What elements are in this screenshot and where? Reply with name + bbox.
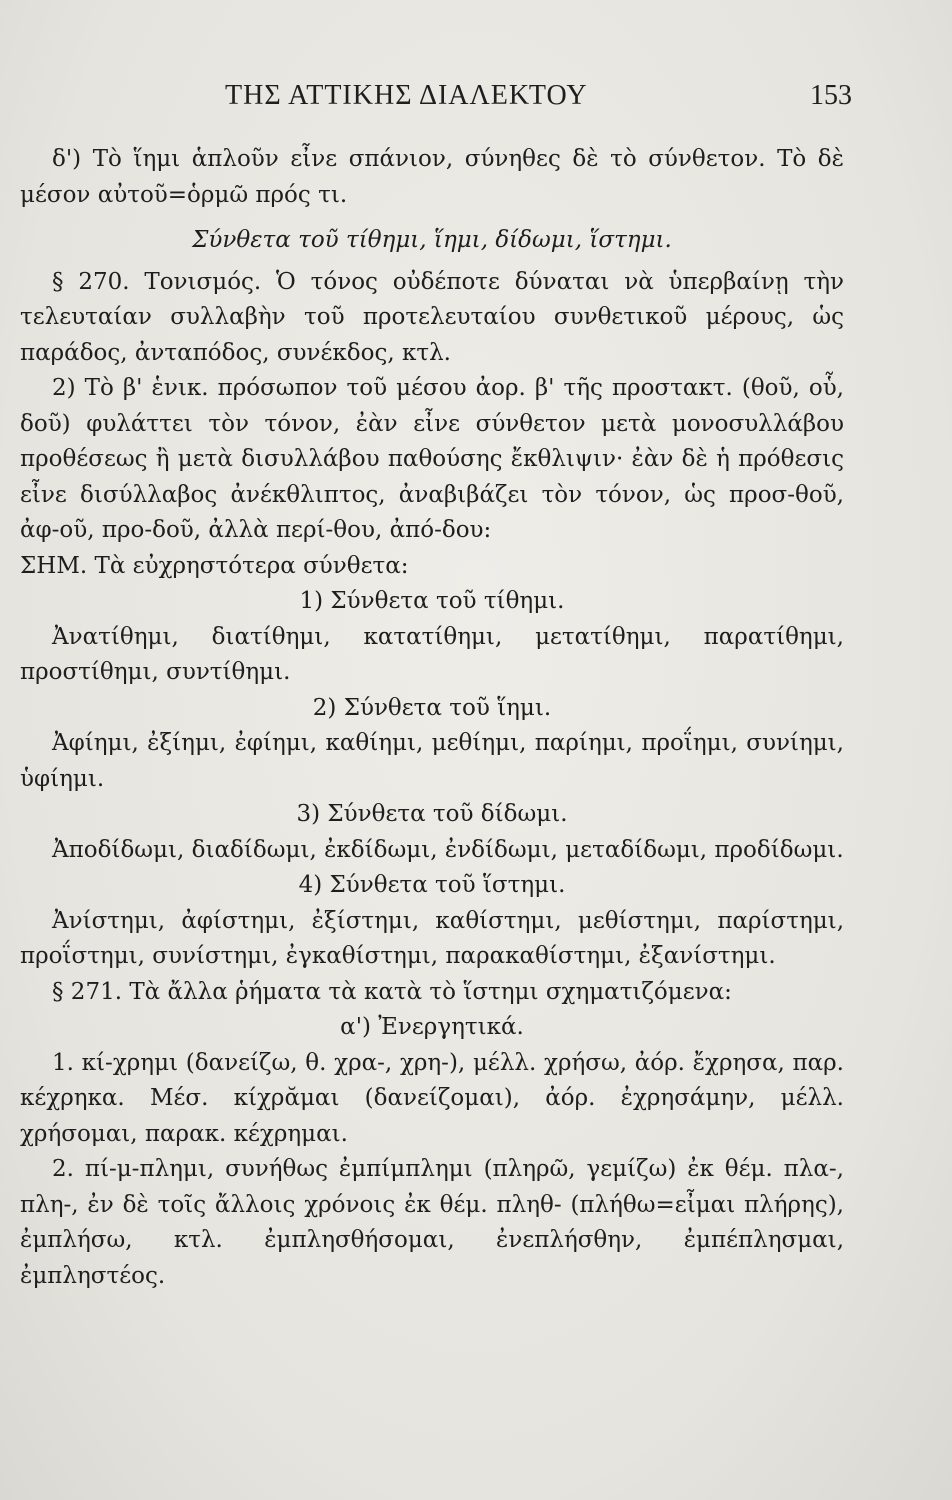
running-title: ΤΗΣ ΑΤΤΙΚΗΣ ΔΙΑΛΕΚΤΟΥ — [225, 80, 588, 111]
paragraph-section-271: § 271. Τὰ ἄλλα ῥήματα τὰ κατὰ τὸ ἵστημι σχηματιζόμενα: — [52, 978, 732, 1005]
list-hiemi-compounds: Ἀφίημι, ἐξίημι, ἐφίημι, καθίημι, μεθίημι, παρίημι, προΐημι, συνίημι, ὑφίημι. — [20, 730, 844, 792]
note-label: ΣΗΜ. Τὰ εὐχρηστότερα σύνθετα: — [20, 552, 409, 579]
list-tithemi-compounds: Ἀνατίθημι, διατίθημι, κατατίθημι, μετατίθημι, παρατίθημι, προστίθημι, συντίθημι. — [20, 623, 844, 685]
page-body — [20, 142, 844, 1294]
paragraph-delta: δ') Τὸ ἵημι ἁπλοῦν εἶνε σπάνιον, σύνηθες δὲ τὸ σύνθετον. Τὸ δὲ μέσον αὐτοῦ=ὁρμῶ πρός τι. — [20, 146, 844, 208]
entry-pimplemi: 2. πί-μ-πλημι, συνήθως ἐμπίμπλημι (πληρῶ, γεμίζω) ἐκ θέμ. πλα-, πλη-, ἐν δὲ τοῖς ἄλλοις χρόνοις ἐκ θέμ. πληθ- (πλήθω=εἶμαι πλήρης), ἐμπλήσω, κτλ. ἐμπλησθήσομαι, ἐνεπλήσθην, ἐμπέπλησμαι, ἐμπληστέος. — [20, 1156, 844, 1289]
list-didomi-compounds: Ἀποδίδωμι, διαδίδωμι, ἐκδίδωμι, ἐνδίδωμι, μεταδίδωμι, προδίδωμι. — [52, 836, 844, 863]
paragraph-section-270: § 270. Τονισμός. Ὁ τόνος οὐδέποτε δύναται νὰ ὑπερβαίνῃ τὴν τελευταίαν συλλαβὴν τοῦ προτελευταίου συνθετικοῦ μέρους, ὡς παράδος, ἀνταπόδος, συνέκδος, κτλ. — [20, 268, 844, 366]
heading-hiemi: 2) Σύνθετα τοῦ ἵημι. — [312, 694, 552, 721]
heading-tithemi: 1) Σύνθετα τοῦ τίθημι. — [299, 588, 565, 614]
list-histemi-compounds: Ἀνίστημι, ἀφίστημι, ἐξίστημι, καθίστημι, μεθίστημι, παρίστημι, προΐστημι, συνίστημι, ἐγκαθίστημι, παρακαθίστημι, ἐξανίστημι. — [20, 907, 844, 969]
page-header — [20, 70, 852, 120]
heading-didomi: 3) Σύνθετα τοῦ δίδωμι. — [296, 801, 568, 827]
paragraph-accent-rule-2: 2) Τὸ β' ἑνικ. πρόσωπον τοῦ μέσου ἀορ. β' τῆς προστακτ. (θοῦ, οὗ, δοῦ) φυλάττει τὸν τόνον, ἐὰν εἶνε σύνθετον μετὰ μονοσυλλάβου προθέσεως ἢ μετὰ δισυλλάβου παθούσης ἔκθλιψιν· ἐὰν δὲ ἡ πρόθεσις εἶνε δισύλλαβος ἀνέκθλιπτος, ἀναβιβάζει τὸν τόνον, ὡς προσ-θοῦ, ἀφ-οῦ, προ-δοῦ, ἀλλὰ περί-θου, ἀπό-δου: — [20, 375, 844, 543]
heading-compounds: Σύνθετα τοῦ τίθημι, ἵημι, δίδωμι, ἵστημι. — [192, 227, 672, 253]
entry-kichremi: 1. κί-χρημι (δανείζω, θ. χρα-, χρη-), μέλλ. χρήσω, ἀόρ. ἔχρησα, παρ. κέχρηκα. Μέσ. κίχρᾰμαι (δανείζομαι), ἀόρ. ἐχρησάμην, μέλλ. χρήσομαι, παρακ. κέχρημαι. — [20, 1049, 844, 1147]
page-number: 153 — [810, 80, 852, 111]
heading-active: α') Ἐνεργητικά. — [340, 1014, 524, 1040]
heading-histemi: 4) Σύνθετα τοῦ ἵστημι. — [298, 872, 566, 898]
